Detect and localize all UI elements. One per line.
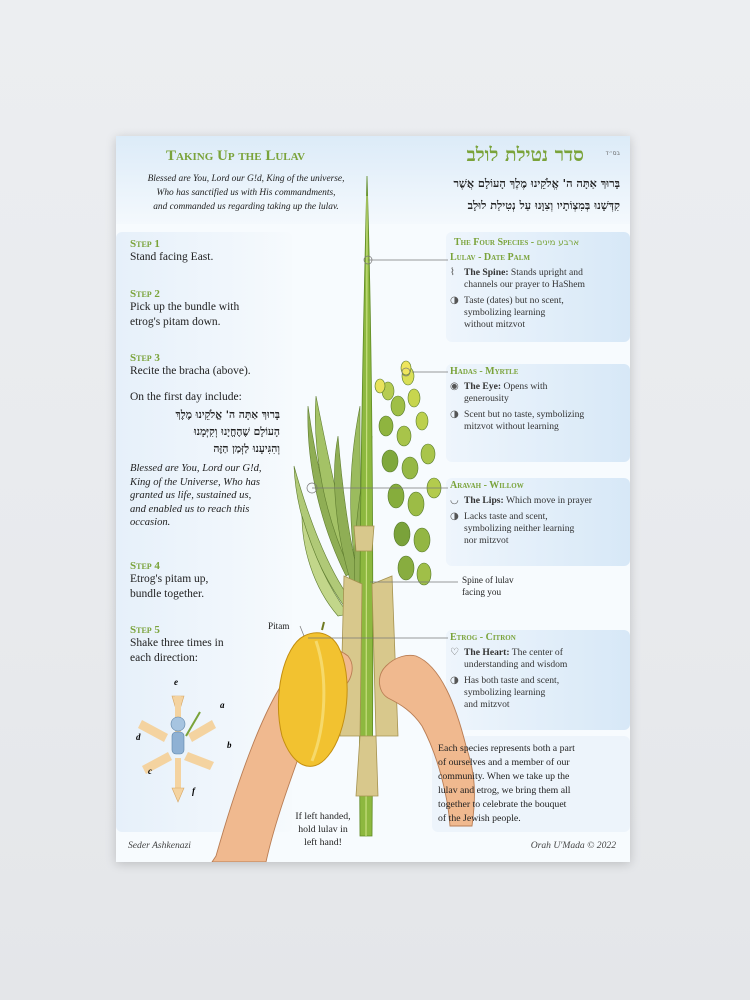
bracha-en-line: and commanded us regarding taking up the lulav. xyxy=(153,202,339,212)
footer-right: Orah U'Mada © 2022 xyxy=(530,840,616,851)
direction-e: e xyxy=(174,677,178,687)
direction-f: f xyxy=(192,786,195,796)
footer-left: Seder Ashkenazi xyxy=(128,840,191,851)
step-title: Step 2 xyxy=(130,288,160,300)
species-item-text: without mitzvot xyxy=(464,319,526,330)
summary-line: community. When we take up the xyxy=(438,771,570,782)
species-header-sep: - xyxy=(528,237,537,248)
note-line: left hand! xyxy=(304,837,342,848)
summary-line: lulav and etrog, we bring them all xyxy=(438,785,571,796)
step-2 xyxy=(130,288,290,330)
summary-text xyxy=(438,742,628,826)
step-5 xyxy=(130,624,290,666)
species-name: Aravah - Willow xyxy=(450,480,524,491)
species-item-text: mitzvot without learning xyxy=(464,421,559,432)
species-item-text: understanding and wisdom xyxy=(464,659,568,670)
species-header-he: ארבע מינים xyxy=(536,238,580,248)
species-item-text: and mitzvot xyxy=(464,699,510,710)
note-line: hold lulav in xyxy=(298,824,348,835)
species-item-bold: The Spine: xyxy=(464,267,509,278)
taste-scent-icon: ◑ xyxy=(450,409,459,420)
hadas-myrtle-branch xyxy=(375,361,441,585)
first-day-en-line: Blessed are You, Lord our G!d, xyxy=(130,463,262,474)
species-item xyxy=(450,381,626,405)
step-text: etrog's pitam down. xyxy=(130,316,221,328)
species-name: Lulav - Date Palm xyxy=(450,252,530,263)
eye-icon: ◉ xyxy=(450,381,459,392)
direction-a: a xyxy=(220,700,225,710)
first-day-he-line: וְהִגִּיעָנוּ לַזְּמַן הַזֶּה xyxy=(213,443,280,455)
species-item-text: symbolizing learning xyxy=(464,307,546,318)
first-day-he-line: בָּרוּךְ אַתָּה ה' אֱלֹקֵינוּ מֶלֶךְ xyxy=(175,409,280,421)
species-item-text: symbolizing neither learning xyxy=(464,523,575,534)
species-item xyxy=(450,295,626,331)
first-day-en xyxy=(130,462,280,530)
first-day-en-line: granted us life, sustained us, xyxy=(130,490,252,502)
step-title: Step 4 xyxy=(130,560,160,572)
species-item-text: The center of xyxy=(509,647,563,658)
heart-icon: ♡ xyxy=(450,647,459,658)
title-he: סדר נטילת לולב xyxy=(466,144,584,166)
species-aravah xyxy=(450,480,626,547)
first-day-he-line: הָעוֹלָם שֶׁהֶחֱיָנוּ וְקִיְּמָנוּ xyxy=(193,426,280,438)
taste-scent-icon: ◑ xyxy=(450,511,459,522)
bracha-en-line: Blessed are You, Lord our G!d, King of the universe, xyxy=(147,174,345,184)
species-hadas xyxy=(450,366,626,433)
species-lulav xyxy=(450,252,626,331)
poster xyxy=(116,136,630,862)
callout-line: Spine of lulav xyxy=(462,575,514,585)
species-item-bold: The Lips: xyxy=(464,495,504,506)
step-title: Step 1 xyxy=(130,238,160,250)
shake-direction-diagram xyxy=(138,696,216,802)
species-item-text: Which move in prayer xyxy=(503,495,593,506)
species-item-bold: The Heart: xyxy=(464,647,510,658)
species-item-text: nor mitzvot xyxy=(464,535,509,546)
species-item-bold: The Eye: xyxy=(464,381,502,392)
species-item-text: Stands upright and xyxy=(508,267,583,278)
note-line: If left handed, xyxy=(295,811,351,822)
species-item-text: Taste (dates) but no scent, xyxy=(464,295,564,306)
species-item-text: Has both taste and scent, xyxy=(464,675,560,686)
bracha-en-line: Who has sanctified us with His commandments, xyxy=(156,188,336,198)
species-header xyxy=(454,232,579,250)
siddur-mark: בס״ד xyxy=(605,150,620,157)
left-handed-note xyxy=(286,810,360,849)
first-day-en-line: and enabled us to reach this xyxy=(130,503,250,515)
step-3 xyxy=(130,352,296,379)
bracha-en xyxy=(126,172,366,214)
step-4 xyxy=(130,560,290,602)
taste-scent-icon: ◑ xyxy=(450,675,459,686)
species-item xyxy=(450,267,626,291)
step-text: Pick up the bundle with xyxy=(130,301,240,313)
species-item-text: channels our prayer to HaShem xyxy=(464,279,585,290)
species-item xyxy=(450,675,626,711)
title-en: Taking Up the Lulav xyxy=(166,148,306,164)
species-item-text: Lacks taste and scent, xyxy=(464,511,548,522)
spine-callout xyxy=(462,574,514,598)
species-etrog xyxy=(450,632,626,711)
pitam-callout: Pitam xyxy=(268,621,290,631)
summary-line: together to celebrate the bouquet xyxy=(438,799,567,810)
summary-line: Each species represents both a part xyxy=(438,743,575,754)
step-title: Step 5 xyxy=(130,624,160,636)
step-text: Recite the bracha (above). xyxy=(130,365,251,377)
summary-line: of ourselves and a member of our xyxy=(438,757,570,768)
step-text: bundle together. xyxy=(130,588,205,600)
species-header-en: The Four Species xyxy=(454,237,529,248)
bracha-he-line: בָּרוּךְ אַתָּה ה' אֱלֹקֵינוּ מֶלֶךְ הָעוֹלָם אֲשֶׁר xyxy=(453,176,620,190)
species-item-text: symbolizing learning xyxy=(464,687,546,698)
species-name: Hadas - Myrtle xyxy=(450,366,519,377)
species-item-text: Scent but no taste, symbolizing xyxy=(464,409,585,420)
direction-d: d xyxy=(136,732,141,742)
taste-scent-icon: ◑ xyxy=(450,295,459,306)
first-day-en-line: King of the Universe, Who has xyxy=(130,476,261,488)
direction-c: c xyxy=(148,766,152,776)
step-text: each direction: xyxy=(130,652,199,664)
bracha-he-line: קִדְּשָׁנוּ בְּמִצְוֹתָיו וְצִוָּנוּ עַל נְטִילַת לוּלָב xyxy=(467,198,620,212)
first-day-section xyxy=(130,390,280,530)
step-text: Shake three times in xyxy=(130,637,224,649)
spine-icon: ⌇ xyxy=(450,267,455,278)
species-item-text: Opens with xyxy=(501,381,548,392)
species-name: Etrog - Citron xyxy=(450,632,516,643)
first-day-en-line: occasion. xyxy=(130,517,171,529)
bracha-he xyxy=(362,172,620,216)
callout-line: facing you xyxy=(462,587,502,597)
species-item xyxy=(450,511,626,547)
species-item xyxy=(450,409,626,433)
species-item xyxy=(450,495,626,507)
step-title: Step 3 xyxy=(130,352,160,364)
step-text: Etrog's pitam up, xyxy=(130,573,209,585)
step-1 xyxy=(130,238,290,265)
species-item xyxy=(450,647,626,671)
direction-b: b xyxy=(227,740,232,750)
lips-icon: ◡ xyxy=(450,495,459,506)
step-text: Stand facing East. xyxy=(130,251,214,263)
summary-line: of the Jewish people. xyxy=(438,813,521,824)
species-item-text: generousity xyxy=(464,393,509,404)
first-day-label: On the first day include: xyxy=(130,391,242,403)
